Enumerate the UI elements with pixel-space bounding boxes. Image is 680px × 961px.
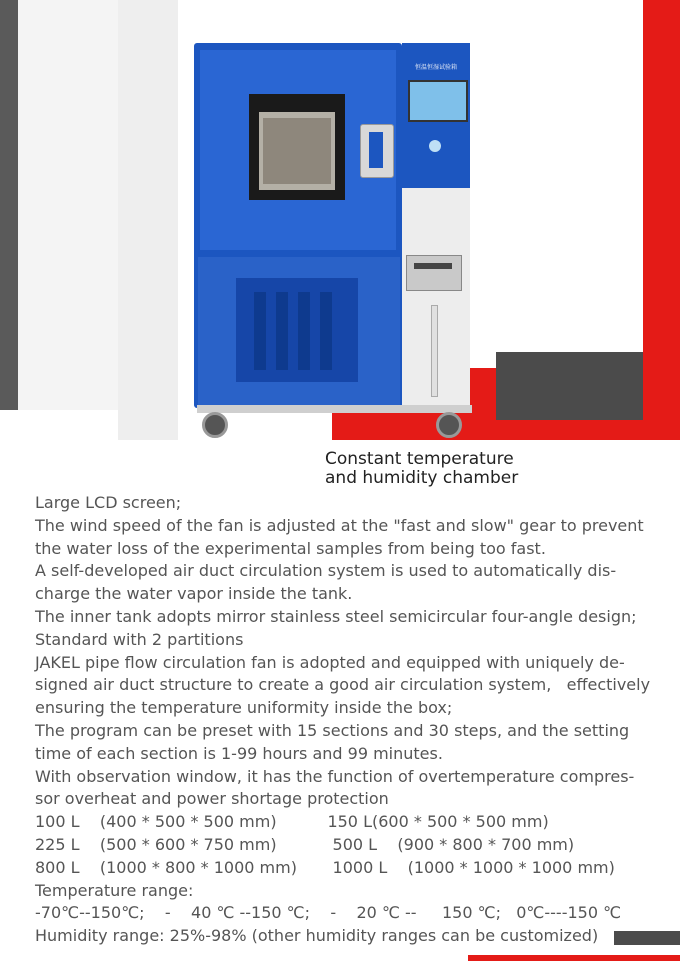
description-line: signed air duct structure to create a good air circulation system, effectively <box>35 675 651 695</box>
caster-wheel-left <box>202 412 228 438</box>
temperature-range-label: Temperature range: <box>35 880 194 900</box>
product-photo <box>0 0 680 440</box>
description-line: Large LCD screen; <box>35 493 182 512</box>
ventilation-grille <box>236 278 358 382</box>
description-line: charge the water vapor inside the tank. <box>35 584 353 604</box>
window-interior <box>263 118 331 184</box>
water-level-tube <box>431 305 438 397</box>
caption-line-2: and humidity chamber <box>325 468 519 488</box>
caster-wheel-right <box>436 412 462 438</box>
capacity-line: 100 L (400 * 500 * 500 mm) 150 L(600 * 500 * 500 mm) <box>35 812 549 832</box>
description-line: the water loss of the experimental samples from being too fast. <box>35 538 546 558</box>
lcd-label: 恒温恒湿试验箱 <box>414 64 457 71</box>
product-caption <box>325 450 518 488</box>
description-line: The inner tank adopts mirror stainless steel semicircular four-angle design; <box>35 606 637 626</box>
footer-accent-dark <box>614 931 680 945</box>
printer-unit <box>406 255 462 291</box>
temperature-range-values: -70℃--150℃; - 40 ℃ --150 ℃; - 20 ℃ -- 150 ℃; 0℃----150 ℃ <box>35 903 622 923</box>
description-line: A self-developed air duct circulation system is used to automatically dis- <box>35 561 617 581</box>
description-line: JAKEL pipe flow circulation fan is adopted and equipped with uniquely de- <box>35 652 625 672</box>
description-line: Standard with 2 partitions <box>35 629 244 649</box>
chamber-base <box>197 405 472 413</box>
caption-line-1: Constant temperature <box>325 449 514 469</box>
brand-logo-icon <box>429 140 441 152</box>
product-description <box>35 492 665 948</box>
description-line: time of each section is 1-99 hours and 99 minutes. <box>35 743 443 763</box>
capacity-line: 225 L (500 * 600 * 750 mm) 500 L (900 * 800 * 700 mm) <box>35 834 575 854</box>
description-line: The program can be preset with 15 sections and 30 steps, and the setting <box>35 720 630 740</box>
description-line: sor overheat and power shortage protection <box>35 789 389 809</box>
humidity-range: Humidity range: 25%-98% (other humidity ranges can be customized) <box>35 926 599 946</box>
description-line: ensuring the temperature uniformity inside the box; <box>35 698 453 718</box>
printer-slot <box>414 263 452 269</box>
capacity-line: 800 L (1000 * 800 * 1000 mm) 1000 L (1000 * 1000 * 1000 mm) <box>35 857 615 877</box>
description-line: The wind speed of the fan is adjusted at the "fast and slow" gear to prevent <box>35 515 644 535</box>
description-line: With observation window, it has the function of overtemperature compres- <box>35 766 635 786</box>
door-handle-recess <box>369 132 383 168</box>
lcd-screen <box>408 80 468 122</box>
footer-accent-red <box>468 955 680 961</box>
